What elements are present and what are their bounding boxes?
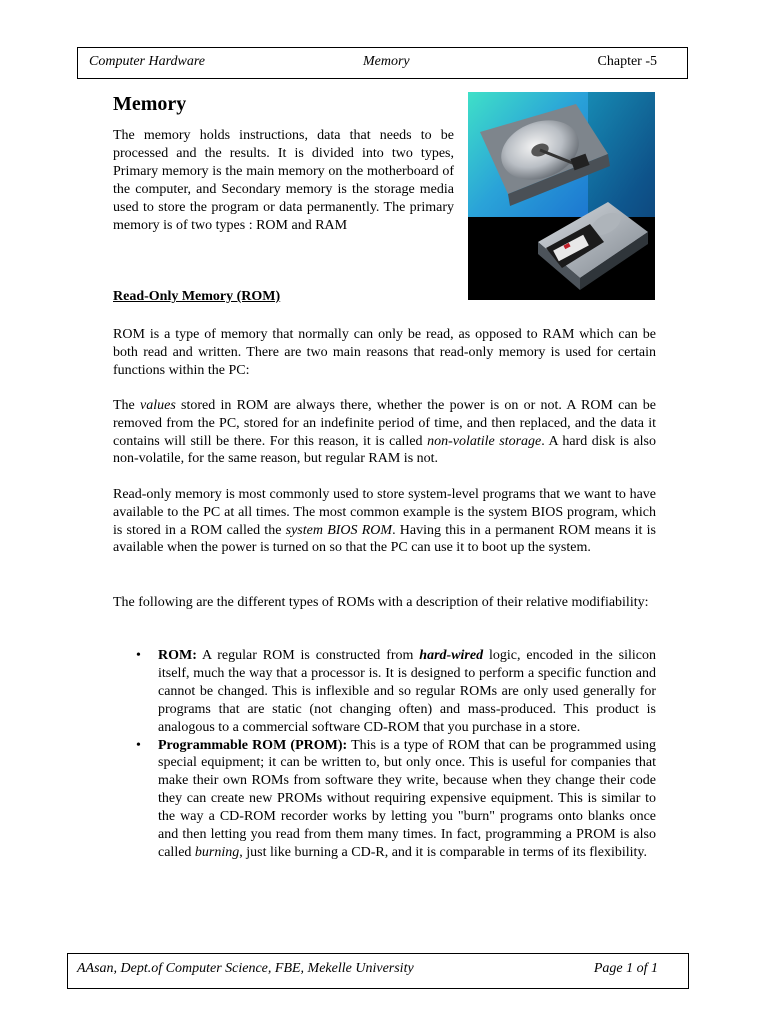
emphasis-bios-rom: system BIOS ROM	[285, 522, 393, 538]
text-run: This is a type of ROM that can be programmed using special equipment; it can be written to, but only once. This is useful for companies that make their own ROMs from software they write, because when they change their code they can create new PROMs without requiring expensive equipment. This is similar to the way a CD-ROM recorder works by letting you "burn" programs onto blanks once and then letting you read from them many times. In fact, programming a PROM is also called	[158, 737, 657, 860]
page-title: Memory	[113, 93, 187, 115]
list-item	[136, 737, 657, 862]
text-run: logic, encoded in the silicon itself, much the way that a processor is. It is designed to perform a specific function and cannot be changed. This is inflexible and so regular ROMs are only used generally for programs that are static (not changing often) and mass-produced. This product is analogous to a commercial software CD-ROM that you purchase in a store.	[158, 648, 656, 735]
paragraph-rom-intro: ROM is a type of memory that normally can only be read, as opposed to RAM which can be both read and written. There are two main reasons that read-only memory is used for certain functions within the PC:	[113, 327, 656, 378]
list-item-term: ROM:	[158, 648, 197, 663]
header-left: Computer Hardware	[89, 54, 206, 69]
section-heading-rom: Read-Only Memory (ROM)	[113, 289, 281, 304]
text-run: Read-only memory is most commonly used to store system-level programs that we want to have available to the PC at all times. The most common example is the system BIOS program, which is stored in a ROM called the	[113, 487, 656, 538]
text-run: A regular ROM is constructed from	[196, 648, 420, 663]
paragraph-rom-types: The following are the different types of ROMs with a description of their relative modifiability:	[113, 595, 649, 610]
text-run: . A hard disk is also non-volatile, for the same reason, but regular RAM is not.	[113, 433, 657, 467]
intro-paragraph: The memory holds instructions, data that needs to be processed and the results. It is divided into two types, Primary memory is the main memory on the motherboard of the computer, and Secondary memory is the storage media used to store the program or data permanently. The primary memory is of two types : ROM and RAM	[113, 128, 454, 233]
list-item-term: Programmable ROM (PROM):	[158, 737, 348, 753]
text-run: . Having this in a permanent ROM means it is available when the power is turned on so that the PC can use it to boot up the system.	[113, 522, 656, 556]
bullet-icon: •	[136, 648, 141, 663]
bullet-icon: •	[136, 737, 141, 753]
footer-left: AAsan, Dept.of Computer Science, FBE, Mekelle University	[77, 961, 414, 976]
footer-page-number: Page 1 of 1	[593, 961, 658, 976]
text-run: stored in ROM are always there, whether the power is on or not. A ROM can be removed from the PC, stored for an indefinite period of time, and then replaced, and the data it contains will still be there. For this reason, it is called	[113, 398, 657, 449]
page-footer	[67, 953, 689, 989]
text-run: , just like burning a CD-R, and it is comparable in terms of its flexibility.	[239, 844, 648, 860]
emphasis-non-volatile: non-volatile storage	[427, 433, 542, 449]
header-right: Chapter -5	[597, 54, 657, 69]
list-item	[136, 647, 656, 737]
text-run: The	[113, 398, 141, 413]
paragraph-rom-values	[113, 397, 656, 468]
page-header	[77, 47, 688, 79]
paragraph-rom-bios	[113, 486, 656, 557]
rom-types-list	[136, 647, 657, 862]
emphasis-burning: burning	[194, 844, 240, 860]
hardware-photo	[468, 92, 655, 300]
storage-devices-image	[468, 92, 655, 300]
header-center: Memory	[363, 54, 410, 69]
emphasis-hard-wired: hard-wired	[419, 648, 484, 663]
emphasis-values: values	[140, 398, 176, 413]
